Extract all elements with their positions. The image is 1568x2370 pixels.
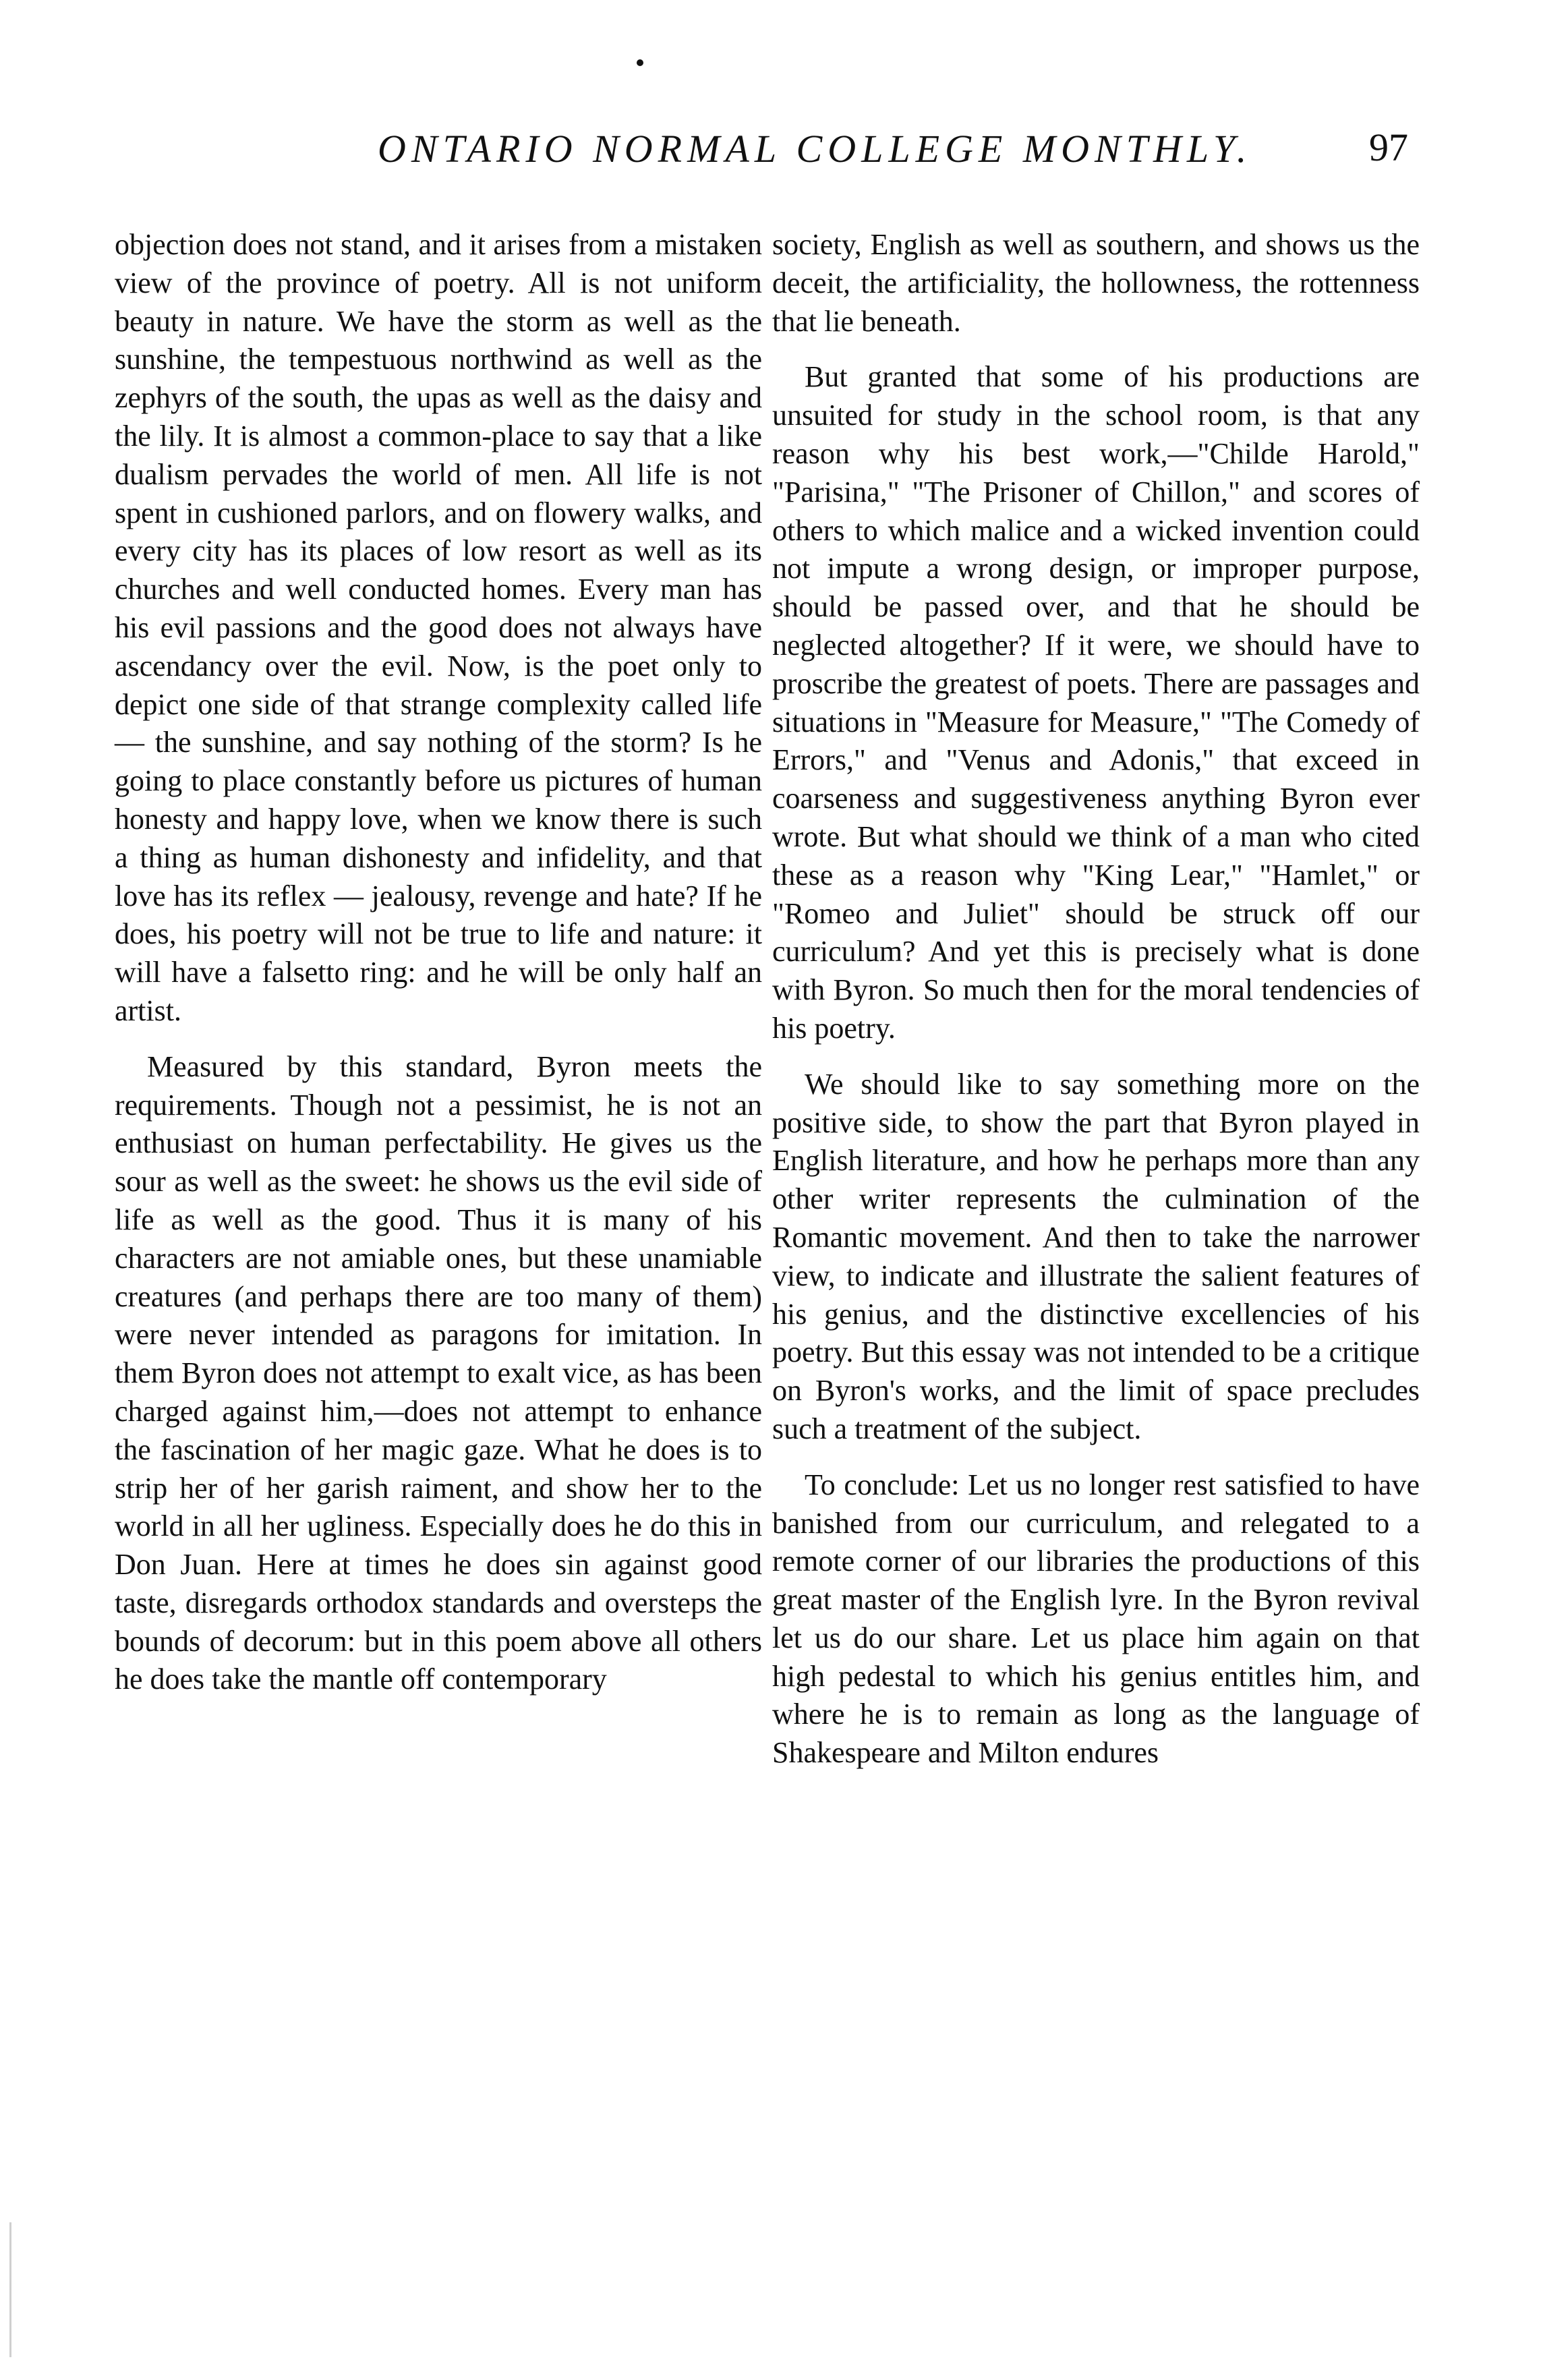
right-text-column [772, 226, 1420, 1772]
left-paragraph-1: objection does not stand, and it arises from a mistaken view of the province of poetry. All is not uniform beauty in nature. We have the storm as well as the sunshine, the tempestuous northwind as well as the zephyrs of the south, the upas as well as the daisy and the lily. It is almost a common-place to say that a like dualism pervades the world of men. All life is not spent in cushioned parlors, and on flowery walks, and every city has its places of low resort as well as its churches and well conducted homes. Every man has his evil passions and the good does not always have ascendancy over the evil. Now, is the poet only to depict one side of that strange complexity called life — the sunshine, and say nothing of the storm? Is he going to place constantly before us pictures of human honesty and happy love, when we know there is such a thing as human dishonesty and infidelity, and that love has its reflex — jealousy, revenge and hate? If he does, his poetry will not be true to life and nature: it will have a falsetto ring: and he will be only half an artist. [115, 228, 762, 1027]
printer-dot [637, 59, 643, 66]
page-number: 97 [1369, 125, 1408, 169]
right-paragraph-3: We should like to say something more on the positive side, to show the part that Byron played in English literature, and how he perhaps more than any other writer represents the culmination of the Romantic movement. And then to take the narrower view, to indicate and illustrate the salient features of his genius, and the distinctive excellencies of his poetry. But this essay was not intended to be a critique on Byron's works, and the limit of space precludes such a treatment of the subject. [772, 1067, 1420, 1445]
right-paragraph-1: society, English as well as southern, and shows us the deceit, the artificiality, the hollowness, the rottenness that lie beneath. [772, 228, 1420, 338]
page-header-title: ONTARIO NORMAL COLLEGE MONTHLY. [378, 127, 1252, 171]
scan-edge-mark [9, 2222, 11, 2357]
right-paragraph-4: To conclude: Let us no longer rest satisfied to have banished from our curriculum, and relegated to a remote corner of our libraries the productions of this great master of the English lyre. In the Byron revival let us do our share. Let us place him again on that high pedestal to which his genius entitles him, and where he is to remain as long as the language of Shakespeare and Milton endures [772, 1468, 1420, 1770]
left-paragraph-2: Measured by this standard, Byron meets the requirements. Though not a pessimist, he is not an enthusiast on human perfectability. He gives us the sour as well as the sweet: he shows us the evil side of life as well as the good. Thus it is many of his characters are not amiable ones, but these unamiable creatures (and perhaps there are too many of them) were never intended as paragons for imitation. In them Byron does not attempt to exalt vice, as has been charged against him,—does not attempt to enhance the fascination of her magic gaze. What he does is to strip her of her garish raiment, and show her to the world in all her ugliness. Especially does he do this in Don Juan. Here at times he does sin against good taste, disregards orthodox standards and oversteps the bounds of decorum: but in this poem above all others he does take the mantle off contemporary [115, 1049, 762, 1696]
left-text-column [115, 226, 762, 1699]
right-paragraph-2: But granted that some of his productions are unsuited for study in the school room, is that any reason why his best work,—"Childe Harold," "Parisina," "The Prisoner of Chillon," and scores of others to which malice and a wicked invention could not impute a wrong design, or improper purpose, should be passed over, and that he should be neglected altogether? If it were, we should have to proscribe the greatest of poets. There are passages and situations in "Measure for Measure," "The Comedy of Errors," and "Venus and Adonis," that exceed in coarseness and suggestiveness anything Byron ever wrote. But what should we think of a man who cited these as a reason why "King Lear," "Hamlet," or "Romeo and Juliet" should be struck off our curriculum? And yet this is precisely what is done with Byron. So much then for the moral tendencies of his poetry. [772, 360, 1420, 1045]
